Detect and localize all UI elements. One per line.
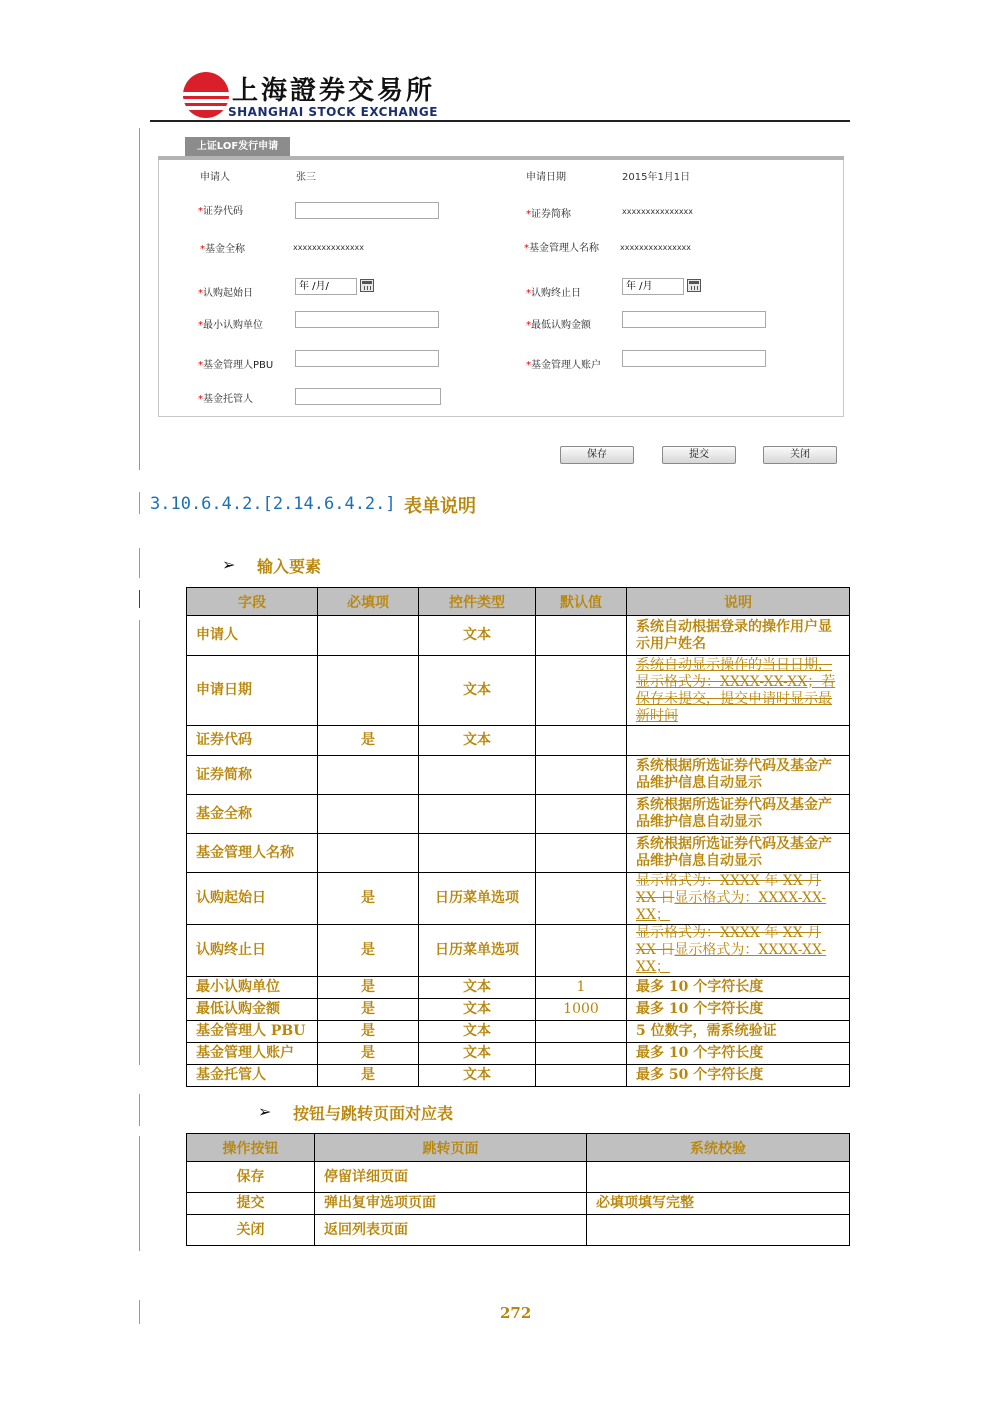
manager-name-value: xxxxxxxxxxxxxxx (620, 243, 692, 252)
desc-cell: 最多 50 个字符长度 (627, 1065, 850, 1087)
default-cell (536, 795, 627, 834)
column-header: 系统校验 (587, 1134, 850, 1162)
margin-bar (139, 492, 140, 514)
field-cell: 基金管理人名称 (187, 834, 318, 873)
calendar-icon[interactable] (360, 279, 374, 292)
bullet-arrow-icon: ➢ (258, 1102, 272, 1121)
field-cell: 基金管理人 PBU (187, 1021, 318, 1043)
table-row (187, 795, 850, 834)
min-amount-label: *最低认购金额 (526, 320, 591, 331)
table-row (187, 834, 850, 873)
default-cell (536, 834, 627, 873)
column-header: 跳转页面 (315, 1134, 587, 1162)
save-button[interactable]: 保存 (560, 446, 634, 464)
fund-name-value: xxxxxxxxxxxxxxx (293, 243, 365, 252)
desc-cell (627, 726, 850, 756)
header-rule (150, 120, 850, 122)
default-cell (536, 756, 627, 795)
required-cell: 是 (318, 925, 419, 977)
desc-cell: 最多 10 个字符长度 (627, 999, 850, 1021)
min-unit-label: *最小认购单位 (198, 320, 263, 331)
input-elements-table (186, 587, 850, 1087)
input-elements-title: 输入要素 (257, 557, 322, 576)
check-cell: 必填项填写完整 (587, 1193, 850, 1215)
desc-cell: 显示格式为：XXXX 年 XX 月 XX 日显示格式为：XXXX-XX-XX； (627, 873, 850, 925)
close-button[interactable]: 关闭 (763, 446, 837, 464)
required-cell: 是 (318, 1021, 419, 1043)
section-title: 表单说明 (404, 496, 476, 517)
column-header: 必填项 (318, 588, 419, 616)
margin-bar (139, 548, 140, 578)
logo-english-text: SHANGHAI STOCK EXCHANGE (228, 105, 438, 119)
logo-chinese-text: 上海證券交易所 (232, 76, 436, 106)
required-cell: 是 (318, 1065, 419, 1087)
required-cell: 是 (318, 999, 419, 1021)
type-cell: 日历菜单选项 (419, 873, 536, 925)
type-cell (419, 795, 536, 834)
desc-cell: 5 位数字，需系统验证 (627, 1021, 850, 1043)
table-row (187, 1215, 850, 1246)
field-cell: 申请人 (187, 616, 318, 656)
field-cell: 证券简称 (187, 756, 318, 795)
required-cell: 是 (318, 726, 419, 756)
required-cell (318, 616, 419, 656)
manager-name-label: *基金管理人名称 (524, 243, 599, 254)
type-cell: 文本 (419, 1043, 536, 1065)
desc-cell: 最多 10 个字符长度 (627, 1043, 850, 1065)
column-header: 操作按钮 (187, 1134, 315, 1162)
table-header-row (187, 1134, 850, 1162)
type-cell: 文本 (419, 1065, 536, 1087)
table-row (187, 616, 850, 656)
type-cell (419, 756, 536, 795)
field-cell: 认购终止日 (187, 925, 318, 977)
table-row (187, 1193, 850, 1215)
page-cell: 弹出复审选项页面 (315, 1193, 587, 1215)
page-number: 272 (500, 1304, 532, 1322)
default-cell (536, 656, 627, 726)
type-cell: 文本 (419, 726, 536, 756)
default-cell (536, 1021, 627, 1043)
default-cell (536, 925, 627, 977)
desc-cell: 最多 10 个字符长度 (627, 977, 850, 999)
desc-cell: 系统根据所选证券代码及基金产品维护信息自动显示 (627, 756, 850, 795)
sec-code-input[interactable] (295, 202, 439, 219)
type-cell: 文本 (419, 616, 536, 656)
account-input[interactable] (622, 350, 766, 367)
type-cell: 文本 (419, 977, 536, 999)
button-mapping-title: 按钮与跳转页面对应表 (293, 1104, 454, 1123)
table-header-row (187, 588, 850, 616)
section-number: 3.10.6.4.2.[2.14.6.4.2.] (150, 494, 396, 514)
button-cell: 关闭 (187, 1215, 315, 1246)
table-row (187, 925, 850, 977)
margin-bar (139, 620, 140, 1065)
desc-cell: 系统根据所选证券代码及基金产品维护信息自动显示 (627, 834, 850, 873)
margin-bar (139, 1136, 140, 1251)
table-row (187, 1043, 850, 1065)
field-cell: 基金托管人 (187, 1065, 318, 1087)
sub-start-date-input[interactable]: 年 /月/ (295, 278, 357, 295)
applicant-label: 申请人 (200, 172, 230, 183)
column-header: 字段 (187, 588, 318, 616)
calendar-icon[interactable] (687, 279, 701, 292)
type-cell: 文本 (419, 1021, 536, 1043)
apply-date-value: 2015年1月1日 (622, 172, 691, 183)
field-cell: 基金管理人账户 (187, 1043, 318, 1065)
field-cell: 申请日期 (187, 656, 318, 726)
default-cell (536, 726, 627, 756)
margin-bar (139, 590, 140, 608)
min-amount-input[interactable] (622, 311, 766, 328)
button-cell: 提交 (187, 1193, 315, 1215)
type-cell: 日历菜单选项 (419, 925, 536, 977)
account-label: *基金管理人账户 (526, 360, 601, 371)
margin-bar (139, 128, 140, 470)
submit-button[interactable]: 提交 (662, 446, 736, 464)
field-cell: 认购起始日 (187, 873, 318, 925)
table-row (187, 1162, 850, 1193)
fund-name-label: *基金全称 (200, 244, 245, 255)
table-row (187, 977, 850, 999)
margin-bar (139, 1300, 140, 1324)
sec-abbr-value: xxxxxxxxxxxxxxx (622, 207, 694, 216)
apply-date-label: 申请日期 (526, 172, 566, 183)
default-cell (536, 616, 627, 656)
button-cell: 保存 (187, 1162, 315, 1193)
required-cell: 是 (318, 977, 419, 999)
min-unit-input[interactable] (295, 311, 439, 328)
sub-start-label: *认购起始日 (198, 288, 253, 299)
desc-cell: 显示格式为：XXXX 年 XX 月 XX 日显示格式为：XXXX-XX-XX； (627, 925, 850, 977)
application-form-panel (158, 160, 844, 417)
page-cell: 停留详细页面 (315, 1162, 587, 1193)
required-cell (318, 795, 419, 834)
button-mapping-table (186, 1133, 850, 1246)
table-row (187, 726, 850, 756)
applicant-value: 张三 (296, 172, 316, 183)
margin-bar (139, 1094, 140, 1126)
required-cell: 是 (318, 873, 419, 925)
column-header: 说明 (627, 588, 850, 616)
column-header: 默认值 (536, 588, 627, 616)
sub-end-date-input[interactable]: 年 /月 (622, 278, 684, 295)
required-cell (318, 834, 419, 873)
field-cell: 证券代码 (187, 726, 318, 756)
type-cell: 文本 (419, 656, 536, 726)
sub-end-label: *认购终止日 (526, 288, 581, 299)
sec-abbr-label: *证券简称 (526, 209, 571, 220)
field-cell: 最低认购金额 (187, 999, 318, 1021)
sse-logo-icon (183, 72, 229, 118)
pbu-input[interactable] (295, 350, 439, 367)
check-cell (587, 1162, 850, 1193)
table-row (187, 873, 850, 925)
table-row (187, 756, 850, 795)
required-cell (318, 756, 419, 795)
table-row (187, 1021, 850, 1043)
type-cell (419, 834, 536, 873)
bullet-arrow-icon: ➢ (222, 555, 236, 574)
required-cell (318, 656, 419, 726)
table-row (187, 1065, 850, 1087)
type-cell: 文本 (419, 999, 536, 1021)
custodian-input[interactable] (295, 388, 441, 405)
pbu-label: *基金管理人PBU (198, 360, 274, 371)
check-cell (587, 1215, 850, 1246)
tab-lof-issue-application[interactable]: 上证LOF发行申请 (185, 137, 290, 157)
default-cell (536, 1043, 627, 1065)
desc-cell: 系统根据所选证券代码及基金产品维护信息自动显示 (627, 795, 850, 834)
default-cell: 1 (536, 977, 627, 999)
column-header: 控件类型 (419, 588, 536, 616)
sec-code-label: *证券代码 (198, 206, 243, 217)
default-cell (536, 1065, 627, 1087)
custodian-label: *基金托管人 (198, 394, 253, 405)
field-cell: 基金全称 (187, 795, 318, 834)
field-cell: 最小认购单位 (187, 977, 318, 999)
default-cell (536, 873, 627, 925)
desc-cell: 系统自动显示操作的当日日期，显示格式为：XXXX-XX-XX；若保存未提交，提交申请时显示最新时间 (627, 656, 850, 726)
table-row (187, 999, 850, 1021)
table-row (187, 656, 850, 726)
page-cell: 返回列表页面 (315, 1215, 587, 1246)
default-cell: 1000 (536, 999, 627, 1021)
desc-cell: 系统自动根据登录的操作用户显示用户姓名 (627, 616, 850, 656)
required-cell: 是 (318, 1043, 419, 1065)
